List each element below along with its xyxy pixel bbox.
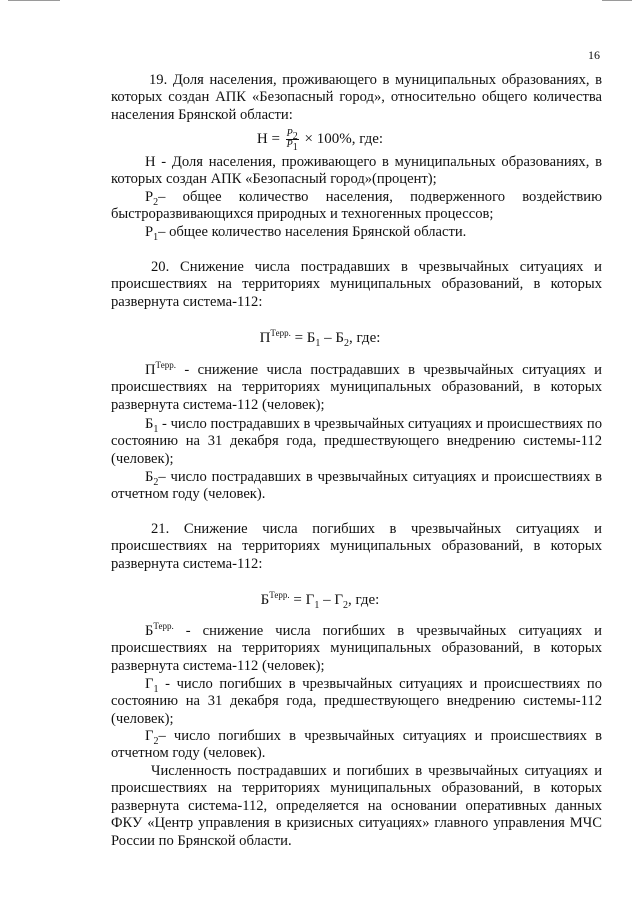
def-b-terr: $Б^{Терр.}$ - снижение числа погибших в чрезвычайных ситуациях и происшествиях на территориях муниципальных образований, в которых развернута система-112 (человек); (111, 621, 602, 674)
page-number: 16 (588, 48, 600, 62)
def-b1: $Б_1$ - число пострадавших в чрезвычайных ситуациях и происшествиях по состоянию на 31 декабря года, предшествующего внедрению системы-112 (человек); (111, 416, 602, 467)
section-21-heading: 21. Снижение числа погибших в чрезвычайных ситуациях и происшествиях на территориях муниципальных образований, в которых развернута система-112: (111, 521, 602, 572)
section-20-heading: 20. Снижение числа пострадавших в чрезвычайных ситуациях и происшествиях на территориях муниципальных образований, в которых развернута система-112: (111, 259, 602, 310)
fraction: $\frac{P_2}{P_1}$ (286, 128, 298, 154)
formula-19: Н = $\frac{P_2}{P_1}$ × 100%, где: (256, 128, 384, 154)
formula-21: $Б^{Терр.} = Г_1 - Г_2$, где: (260, 590, 380, 611)
def-g2: $Г_2-$ число погибших в чрезвычайных ситуациях и происшествиях в отчетном году (человек). (111, 728, 602, 762)
section-19-heading: 19. Доля населения, проживающего в муниципальных образованиях, в которых создан АПК «Безопасный город», относительно общего количества населения Брянской области: (111, 72, 602, 123)
closing-paragraph: Численность пострадавших и погибших в чрезвычайных ситуациях и происшествиях на территориях муниципальных образований, в которых развернута система-112, определяется на основании оперативных данных ФКУ «Центр управления в кризисных ситуациях» главного управления МЧС России по Брянской области. (111, 763, 602, 849)
def-g1: $Г_1$ - число погибших в чрезвычайных ситуациях и происшествиях по состоянию на 31 декабря года, предшествующего внедрению системы-112 (человек); (111, 676, 602, 727)
def-b2: $Б_2-$ число пострадавших в чрезвычайных ситуациях и происшествиях в отчетном году (человек). (111, 469, 602, 503)
formula-20: $П^{Терр.} = Б_1 - Б_2$, где: (259, 328, 381, 349)
def-p1: $Р_1-$ общее количество населения Брянской области. (145, 224, 467, 243)
scan-edge-line (602, 0, 632, 1)
def-p2: $Р_2-$ общее количество населения, подверженного воздействию быстроразвивающихся природных и техногенных процессов; (111, 189, 602, 223)
def-p-terr: $П^{Терр.}$ - снижение числа пострадавших в чрезвычайных ситуациях и происшествиях на территориях муниципальных образований, в которых развернута система-112 (человек); (111, 360, 602, 413)
scan-edge-line (8, 0, 60, 1)
def-h: Н - Доля населения, проживающего в муниципальных образованиях, в которых создан АПК «Безопасный город»(процент); (111, 154, 602, 188)
